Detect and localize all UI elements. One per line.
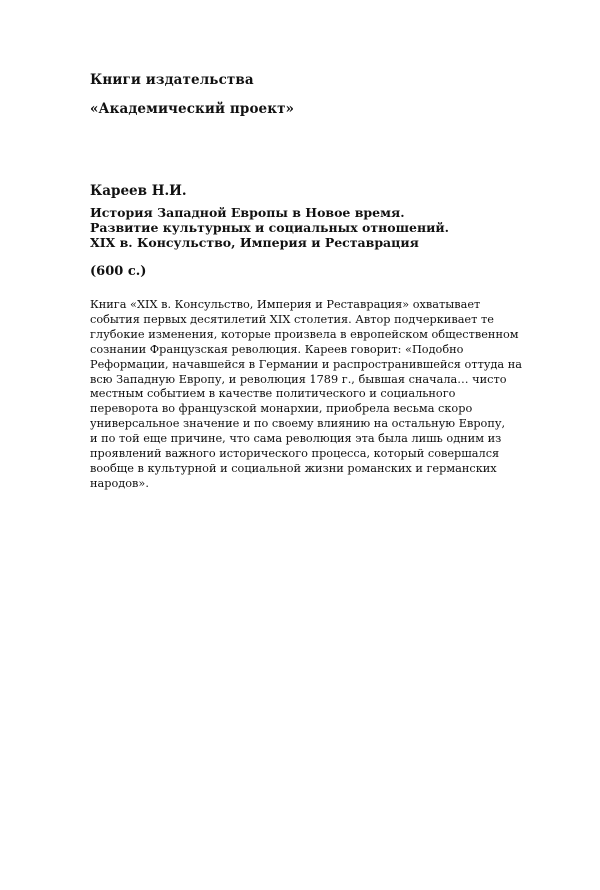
description-line: Книга «XIX в. Консульство, Империя и Реставрация» охватывает	[90, 298, 481, 311]
book-title-line: Развитие культурных и социальных отношений.	[90, 220, 450, 235]
book-title-line: История Западной Европы в Новое время.	[90, 205, 405, 220]
book-description	[90, 298, 530, 492]
book-author: Кареев Н.И.	[90, 183, 187, 199]
description-line: проявлений важного исторического процесса, который совершался	[90, 447, 500, 461]
publisher-name: «Академический проект»	[90, 101, 295, 117]
publisher-heading	[90, 72, 294, 130]
book-title	[90, 205, 449, 250]
description-line: переворота во французской монархии, приобрела весьма скоро	[90, 402, 473, 416]
publisher-line: Книги издательства	[90, 72, 254, 88]
page-count: (600 с.)	[90, 264, 147, 279]
description-line: сознании Французская революция. Кареев говорит: «Подобно	[90, 342, 464, 356]
description-line: местным событием в качестве политического и социального	[90, 387, 456, 401]
description-line: вообще в культурной и социальной жизни романских и германских	[90, 461, 497, 475]
description-line: Реформации, начавшейся в Германии и распространившейся оттуда на	[90, 357, 523, 371]
description-line: и по той еще причине, что сама революция эта была лишь одним из	[90, 432, 502, 446]
description-line: всю Западную Европу, и революция 1789 г., бывшая сначала… чисто	[90, 372, 507, 386]
book-title-line: XIX в. Консульство, Империя и Реставрация	[90, 235, 419, 250]
description-line: универсальное значение и по своему влиянию на остальную Европу,	[90, 417, 506, 431]
description-line: события первых десятилетий XIX столетия. Автор подчеркивает те	[90, 312, 494, 326]
description-line: народов».	[90, 476, 149, 490]
description-line: глубокие изменения, которые произвела в европейском общественном	[90, 327, 519, 341]
